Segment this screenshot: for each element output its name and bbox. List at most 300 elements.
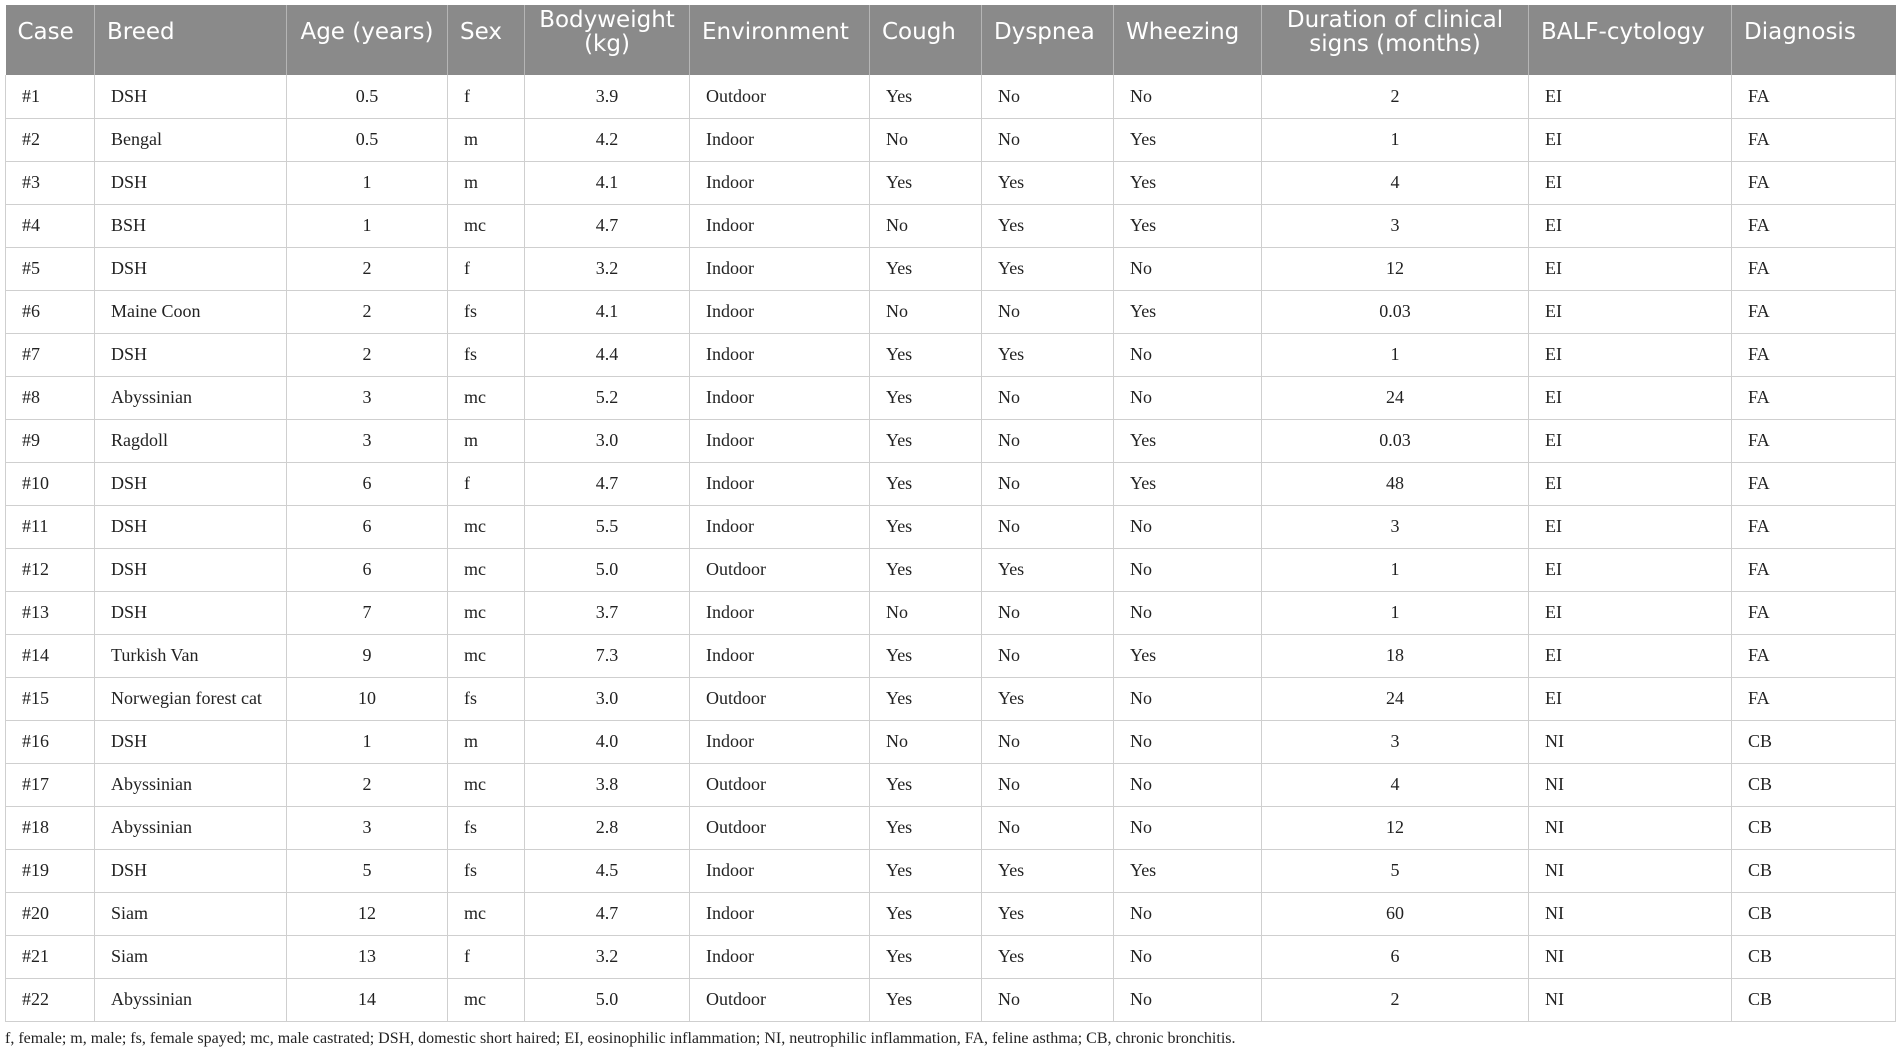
table-row bbox=[6, 118, 1896, 161]
cell-case: #16 bbox=[6, 720, 95, 763]
cell-bodyweight: 4.7 bbox=[525, 204, 690, 247]
cell-cough: No bbox=[870, 204, 982, 247]
cell-dyspnea: No bbox=[982, 505, 1114, 548]
cell-cough: Yes bbox=[870, 333, 982, 376]
cell-dyspnea: No bbox=[982, 634, 1114, 677]
cell-sex: f bbox=[448, 935, 525, 978]
cell-sex: mc bbox=[448, 548, 525, 591]
table-row bbox=[6, 290, 1896, 333]
cell-breed: DSH bbox=[95, 849, 287, 892]
cell-sex: f bbox=[448, 75, 525, 118]
cell-cough: Yes bbox=[870, 634, 982, 677]
cell-breed: DSH bbox=[95, 333, 287, 376]
cell-dyspnea: No bbox=[982, 591, 1114, 634]
cell-dyspnea: Yes bbox=[982, 333, 1114, 376]
cell-diagnosis: FA bbox=[1732, 75, 1896, 118]
cell-sex: m bbox=[448, 720, 525, 763]
cell-wheezing: No bbox=[1114, 935, 1262, 978]
cell-diagnosis: CB bbox=[1732, 763, 1896, 806]
header-cough: Cough bbox=[870, 5, 982, 75]
cell-breed: Siam bbox=[95, 892, 287, 935]
cell-wheezing: Yes bbox=[1114, 290, 1262, 333]
cell-case: #3 bbox=[6, 161, 95, 204]
cell-duration: 48 bbox=[1262, 462, 1529, 505]
cell-wheezing: No bbox=[1114, 247, 1262, 290]
cell-breed: DSH bbox=[95, 247, 287, 290]
cell-cough: Yes bbox=[870, 892, 982, 935]
cell-wheezing: No bbox=[1114, 892, 1262, 935]
cell-cough: Yes bbox=[870, 763, 982, 806]
cell-duration: 1 bbox=[1262, 548, 1529, 591]
cell-breed: BSH bbox=[95, 204, 287, 247]
cell-wheezing: No bbox=[1114, 806, 1262, 849]
cell-sex: fs bbox=[448, 677, 525, 720]
cell-age: 6 bbox=[287, 505, 448, 548]
cell-environment: Indoor bbox=[690, 505, 870, 548]
cell-breed: DSH bbox=[95, 161, 287, 204]
cell-bodyweight: 3.0 bbox=[525, 677, 690, 720]
cell-age: 9 bbox=[287, 634, 448, 677]
cell-age: 3 bbox=[287, 806, 448, 849]
cell-dyspnea: Yes bbox=[982, 849, 1114, 892]
cell-environment: Indoor bbox=[690, 161, 870, 204]
cell-case: #14 bbox=[6, 634, 95, 677]
cell-diagnosis: FA bbox=[1732, 290, 1896, 333]
cell-sex: mc bbox=[448, 376, 525, 419]
cell-environment: Indoor bbox=[690, 118, 870, 161]
table-row bbox=[6, 161, 1896, 204]
cell-bodyweight: 4.2 bbox=[525, 118, 690, 161]
cell-environment: Indoor bbox=[690, 591, 870, 634]
cell-environment: Outdoor bbox=[690, 806, 870, 849]
cell-breed: Norwegian forest cat bbox=[95, 677, 287, 720]
cell-cough: No bbox=[870, 118, 982, 161]
cell-bodyweight: 4.0 bbox=[525, 720, 690, 763]
cell-wheezing: No bbox=[1114, 548, 1262, 591]
cell-bodyweight: 4.1 bbox=[525, 161, 690, 204]
cell-wheezing: No bbox=[1114, 720, 1262, 763]
cell-environment: Indoor bbox=[690, 892, 870, 935]
cell-sex: mc bbox=[448, 978, 525, 1021]
cell-dyspnea: Yes bbox=[982, 677, 1114, 720]
table-row bbox=[6, 978, 1896, 1021]
cell-environment: Indoor bbox=[690, 462, 870, 505]
cell-case: #13 bbox=[6, 591, 95, 634]
cell-balf-cytology: NI bbox=[1529, 892, 1732, 935]
cell-age: 2 bbox=[287, 333, 448, 376]
cell-dyspnea: No bbox=[982, 462, 1114, 505]
cell-environment: Outdoor bbox=[690, 763, 870, 806]
cell-age: 13 bbox=[287, 935, 448, 978]
cell-bodyweight: 3.2 bbox=[525, 935, 690, 978]
header-environment: Environment bbox=[690, 5, 870, 75]
cell-breed: DSH bbox=[95, 720, 287, 763]
cell-dyspnea: Yes bbox=[982, 548, 1114, 591]
cell-duration: 4 bbox=[1262, 161, 1529, 204]
cell-dyspnea: No bbox=[982, 290, 1114, 333]
cell-age: 6 bbox=[287, 462, 448, 505]
cell-wheezing: No bbox=[1114, 376, 1262, 419]
header-diagnosis: Diagnosis bbox=[1732, 5, 1896, 75]
cell-diagnosis: FA bbox=[1732, 462, 1896, 505]
cell-bodyweight: 2.8 bbox=[525, 806, 690, 849]
cell-cough: Yes bbox=[870, 462, 982, 505]
cell-diagnosis: FA bbox=[1732, 118, 1896, 161]
cases-table bbox=[5, 5, 1896, 1022]
cell-environment: Outdoor bbox=[690, 978, 870, 1021]
cell-cough: No bbox=[870, 720, 982, 763]
cell-duration: 60 bbox=[1262, 892, 1529, 935]
cell-bodyweight: 4.4 bbox=[525, 333, 690, 376]
cell-sex: m bbox=[448, 118, 525, 161]
cell-dyspnea: No bbox=[982, 763, 1114, 806]
cell-sex: m bbox=[448, 161, 525, 204]
table-row bbox=[6, 548, 1896, 591]
cell-age: 5 bbox=[287, 849, 448, 892]
cell-breed: Abyssinian bbox=[95, 763, 287, 806]
cell-environment: Outdoor bbox=[690, 75, 870, 118]
header-wheezing: Wheezing bbox=[1114, 5, 1262, 75]
cell-duration: 1 bbox=[1262, 118, 1529, 161]
cell-breed: DSH bbox=[95, 591, 287, 634]
cell-dyspnea: No bbox=[982, 75, 1114, 118]
table-row bbox=[6, 462, 1896, 505]
header-dyspnea: Dyspnea bbox=[982, 5, 1114, 75]
cell-balf-cytology: NI bbox=[1529, 978, 1732, 1021]
cell-sex: mc bbox=[448, 204, 525, 247]
cell-breed: DSH bbox=[95, 75, 287, 118]
cell-case: #1 bbox=[6, 75, 95, 118]
cell-age: 1 bbox=[287, 161, 448, 204]
cell-balf-cytology: EI bbox=[1529, 75, 1732, 118]
cell-sex: mc bbox=[448, 892, 525, 935]
cell-balf-cytology: EI bbox=[1529, 548, 1732, 591]
cell-balf-cytology: EI bbox=[1529, 419, 1732, 462]
cell-cough: Yes bbox=[870, 75, 982, 118]
cell-duration: 1 bbox=[1262, 591, 1529, 634]
cell-case: #19 bbox=[6, 849, 95, 892]
cell-duration: 0.03 bbox=[1262, 290, 1529, 333]
table-row bbox=[6, 75, 1896, 118]
data-table-container bbox=[5, 5, 1895, 1022]
cell-case: #12 bbox=[6, 548, 95, 591]
table-row bbox=[6, 935, 1896, 978]
cell-duration: 12 bbox=[1262, 806, 1529, 849]
cell-sex: fs bbox=[448, 849, 525, 892]
cell-diagnosis: FA bbox=[1732, 634, 1896, 677]
cell-wheezing: No bbox=[1114, 505, 1262, 548]
cell-diagnosis: FA bbox=[1732, 505, 1896, 548]
table-row bbox=[6, 806, 1896, 849]
cell-balf-cytology: EI bbox=[1529, 290, 1732, 333]
header-bodyweight: Bodyweight (kg) bbox=[525, 5, 690, 75]
cell-diagnosis: CB bbox=[1732, 849, 1896, 892]
cell-wheezing: No bbox=[1114, 75, 1262, 118]
cell-sex: mc bbox=[448, 591, 525, 634]
cell-sex: fs bbox=[448, 333, 525, 376]
cell-cough: Yes bbox=[870, 161, 982, 204]
cell-environment: Indoor bbox=[690, 419, 870, 462]
cell-balf-cytology: EI bbox=[1529, 462, 1732, 505]
cell-age: 0.5 bbox=[287, 75, 448, 118]
cell-wheezing: Yes bbox=[1114, 204, 1262, 247]
cell-breed: DSH bbox=[95, 462, 287, 505]
cell-diagnosis: FA bbox=[1732, 247, 1896, 290]
cell-duration: 2 bbox=[1262, 978, 1529, 1021]
cell-wheezing: No bbox=[1114, 763, 1262, 806]
cell-balf-cytology: EI bbox=[1529, 247, 1732, 290]
table-row bbox=[6, 763, 1896, 806]
cell-balf-cytology: EI bbox=[1529, 204, 1732, 247]
header-case: Case bbox=[6, 5, 95, 75]
header-sex: Sex bbox=[448, 5, 525, 75]
table-row bbox=[6, 591, 1896, 634]
cell-cough: Yes bbox=[870, 978, 982, 1021]
cell-bodyweight: 3.0 bbox=[525, 419, 690, 462]
cell-duration: 24 bbox=[1262, 677, 1529, 720]
cell-case: #7 bbox=[6, 333, 95, 376]
cell-breed: Siam bbox=[95, 935, 287, 978]
cell-environment: Indoor bbox=[690, 935, 870, 978]
cell-dyspnea: No bbox=[982, 978, 1114, 1021]
table-row bbox=[6, 849, 1896, 892]
cell-environment: Indoor bbox=[690, 333, 870, 376]
cell-environment: Indoor bbox=[690, 290, 870, 333]
cell-dyspnea: Yes bbox=[982, 161, 1114, 204]
cell-balf-cytology: EI bbox=[1529, 161, 1732, 204]
table-row bbox=[6, 720, 1896, 763]
cell-case: #18 bbox=[6, 806, 95, 849]
cell-balf-cytology: NI bbox=[1529, 763, 1732, 806]
cell-age: 2 bbox=[287, 247, 448, 290]
cell-bodyweight: 3.9 bbox=[525, 75, 690, 118]
cell-dyspnea: No bbox=[982, 376, 1114, 419]
cell-case: #11 bbox=[6, 505, 95, 548]
cell-balf-cytology: NI bbox=[1529, 720, 1732, 763]
table-row bbox=[6, 204, 1896, 247]
cell-diagnosis: CB bbox=[1732, 935, 1896, 978]
cell-dyspnea: No bbox=[982, 806, 1114, 849]
cell-diagnosis: FA bbox=[1732, 333, 1896, 376]
table-row bbox=[6, 677, 1896, 720]
cell-sex: mc bbox=[448, 763, 525, 806]
cell-balf-cytology: NI bbox=[1529, 849, 1732, 892]
header-breed: Breed bbox=[95, 5, 287, 75]
cell-diagnosis: CB bbox=[1732, 806, 1896, 849]
cell-case: #15 bbox=[6, 677, 95, 720]
cell-balf-cytology: NI bbox=[1529, 935, 1732, 978]
cell-bodyweight: 7.3 bbox=[525, 634, 690, 677]
cell-wheezing: Yes bbox=[1114, 462, 1262, 505]
cell-cough: No bbox=[870, 290, 982, 333]
cell-case: #17 bbox=[6, 763, 95, 806]
cell-age: 1 bbox=[287, 204, 448, 247]
cell-case: #10 bbox=[6, 462, 95, 505]
header-age: Age (years) bbox=[287, 5, 448, 75]
cell-bodyweight: 4.7 bbox=[525, 892, 690, 935]
cell-case: #6 bbox=[6, 290, 95, 333]
cell-balf-cytology: EI bbox=[1529, 591, 1732, 634]
cell-breed: Abyssinian bbox=[95, 806, 287, 849]
cell-environment: Indoor bbox=[690, 634, 870, 677]
table-row bbox=[6, 247, 1896, 290]
cell-case: #5 bbox=[6, 247, 95, 290]
cell-duration: 18 bbox=[1262, 634, 1529, 677]
cell-breed: Turkish Van bbox=[95, 634, 287, 677]
cell-age: 3 bbox=[287, 419, 448, 462]
cell-bodyweight: 4.5 bbox=[525, 849, 690, 892]
cell-breed: DSH bbox=[95, 548, 287, 591]
header-row bbox=[6, 5, 1896, 75]
cell-duration: 3 bbox=[1262, 720, 1529, 763]
cell-case: #2 bbox=[6, 118, 95, 161]
cell-bodyweight: 4.1 bbox=[525, 290, 690, 333]
cell-cough: Yes bbox=[870, 505, 982, 548]
cell-case: #21 bbox=[6, 935, 95, 978]
cell-breed: Abyssinian bbox=[95, 376, 287, 419]
table-row bbox=[6, 419, 1896, 462]
cell-bodyweight: 5.0 bbox=[525, 548, 690, 591]
cell-case: #8 bbox=[6, 376, 95, 419]
cell-age: 10 bbox=[287, 677, 448, 720]
table-row bbox=[6, 505, 1896, 548]
cell-breed: Bengal bbox=[95, 118, 287, 161]
cell-age: 1 bbox=[287, 720, 448, 763]
cell-dyspnea: No bbox=[982, 419, 1114, 462]
cell-cough: Yes bbox=[870, 677, 982, 720]
cell-age: 14 bbox=[287, 978, 448, 1021]
cell-dyspnea: Yes bbox=[982, 204, 1114, 247]
cell-environment: Indoor bbox=[690, 247, 870, 290]
cell-breed: DSH bbox=[95, 505, 287, 548]
cell-sex: fs bbox=[448, 806, 525, 849]
cell-balf-cytology: EI bbox=[1529, 677, 1732, 720]
cell-cough: Yes bbox=[870, 806, 982, 849]
cell-age: 6 bbox=[287, 548, 448, 591]
cell-balf-cytology: EI bbox=[1529, 333, 1732, 376]
table-row bbox=[6, 892, 1896, 935]
cell-bodyweight: 4.7 bbox=[525, 462, 690, 505]
cell-diagnosis: FA bbox=[1732, 161, 1896, 204]
cell-dyspnea: No bbox=[982, 720, 1114, 763]
cell-age: 3 bbox=[287, 376, 448, 419]
table-header bbox=[6, 5, 1896, 75]
cell-cough: Yes bbox=[870, 419, 982, 462]
cell-breed: Maine Coon bbox=[95, 290, 287, 333]
cell-dyspnea: No bbox=[982, 118, 1114, 161]
cell-environment: Indoor bbox=[690, 720, 870, 763]
cell-environment: Indoor bbox=[690, 376, 870, 419]
cell-dyspnea: Yes bbox=[982, 892, 1114, 935]
cell-cough: No bbox=[870, 591, 982, 634]
cell-wheezing: No bbox=[1114, 333, 1262, 376]
cell-wheezing: Yes bbox=[1114, 419, 1262, 462]
cell-duration: 12 bbox=[1262, 247, 1529, 290]
cell-sex: m bbox=[448, 419, 525, 462]
cell-cough: Yes bbox=[870, 849, 982, 892]
header-duration: Duration of clinical signs (months) bbox=[1262, 5, 1529, 75]
cell-duration: 3 bbox=[1262, 204, 1529, 247]
cell-diagnosis: CB bbox=[1732, 892, 1896, 935]
cell-wheezing: Yes bbox=[1114, 161, 1262, 204]
cell-balf-cytology: EI bbox=[1529, 118, 1732, 161]
cell-duration: 0.03 bbox=[1262, 419, 1529, 462]
cell-wheezing: Yes bbox=[1114, 634, 1262, 677]
cell-environment: Indoor bbox=[690, 849, 870, 892]
cell-diagnosis: FA bbox=[1732, 376, 1896, 419]
cell-balf-cytology: EI bbox=[1529, 376, 1732, 419]
cell-breed: Abyssinian bbox=[95, 978, 287, 1021]
table-row bbox=[6, 634, 1896, 677]
cell-cough: Yes bbox=[870, 548, 982, 591]
header-balf-cytology: BALF-cytology bbox=[1529, 5, 1732, 75]
cell-bodyweight: 3.7 bbox=[525, 591, 690, 634]
cell-age: 2 bbox=[287, 763, 448, 806]
cell-age: 0.5 bbox=[287, 118, 448, 161]
cell-case: #4 bbox=[6, 204, 95, 247]
cell-duration: 24 bbox=[1262, 376, 1529, 419]
cell-bodyweight: 3.8 bbox=[525, 763, 690, 806]
cell-duration: 2 bbox=[1262, 75, 1529, 118]
cell-balf-cytology: EI bbox=[1529, 634, 1732, 677]
table-body bbox=[6, 75, 1896, 1021]
cell-environment: Outdoor bbox=[690, 548, 870, 591]
cell-balf-cytology: EI bbox=[1529, 505, 1732, 548]
cell-bodyweight: 5.5 bbox=[525, 505, 690, 548]
cell-diagnosis: CB bbox=[1732, 978, 1896, 1021]
cell-bodyweight: 5.0 bbox=[525, 978, 690, 1021]
cell-duration: 1 bbox=[1262, 333, 1529, 376]
cell-duration: 4 bbox=[1262, 763, 1529, 806]
cell-case: #9 bbox=[6, 419, 95, 462]
cell-cough: Yes bbox=[870, 935, 982, 978]
cell-duration: 6 bbox=[1262, 935, 1529, 978]
cell-age: 2 bbox=[287, 290, 448, 333]
cell-wheezing: Yes bbox=[1114, 118, 1262, 161]
table-row bbox=[6, 376, 1896, 419]
cell-breed: Ragdoll bbox=[95, 419, 287, 462]
cell-diagnosis: CB bbox=[1732, 720, 1896, 763]
cell-diagnosis: FA bbox=[1732, 591, 1896, 634]
cell-environment: Outdoor bbox=[690, 677, 870, 720]
table-footnote: f, female; m, male; fs, female spayed; mc, male castrated; DSH, domestic short haired; EI, eosinophilic inflammation; NI, neutrophilic inflammation, FA, feline asthma; CB, chronic bronchitis. bbox=[5, 1030, 1236, 1047]
cell-sex: fs bbox=[448, 290, 525, 333]
cell-sex: mc bbox=[448, 505, 525, 548]
cell-sex: mc bbox=[448, 634, 525, 677]
table-row bbox=[6, 333, 1896, 376]
cell-age: 12 bbox=[287, 892, 448, 935]
cell-sex: f bbox=[448, 247, 525, 290]
cell-wheezing: No bbox=[1114, 677, 1262, 720]
cell-wheezing: No bbox=[1114, 978, 1262, 1021]
cell-cough: Yes bbox=[870, 376, 982, 419]
cell-wheezing: No bbox=[1114, 591, 1262, 634]
cell-wheezing: Yes bbox=[1114, 849, 1262, 892]
cell-dyspnea: Yes bbox=[982, 935, 1114, 978]
cell-diagnosis: FA bbox=[1732, 677, 1896, 720]
cell-diagnosis: FA bbox=[1732, 548, 1896, 591]
cell-case: #20 bbox=[6, 892, 95, 935]
cell-environment: Indoor bbox=[690, 204, 870, 247]
cell-sex: f bbox=[448, 462, 525, 505]
cell-cough: Yes bbox=[870, 247, 982, 290]
cell-age: 7 bbox=[287, 591, 448, 634]
cell-duration: 3 bbox=[1262, 505, 1529, 548]
cell-dyspnea: Yes bbox=[982, 247, 1114, 290]
cell-case: #22 bbox=[6, 978, 95, 1021]
cell-diagnosis: FA bbox=[1732, 419, 1896, 462]
cell-duration: 5 bbox=[1262, 849, 1529, 892]
